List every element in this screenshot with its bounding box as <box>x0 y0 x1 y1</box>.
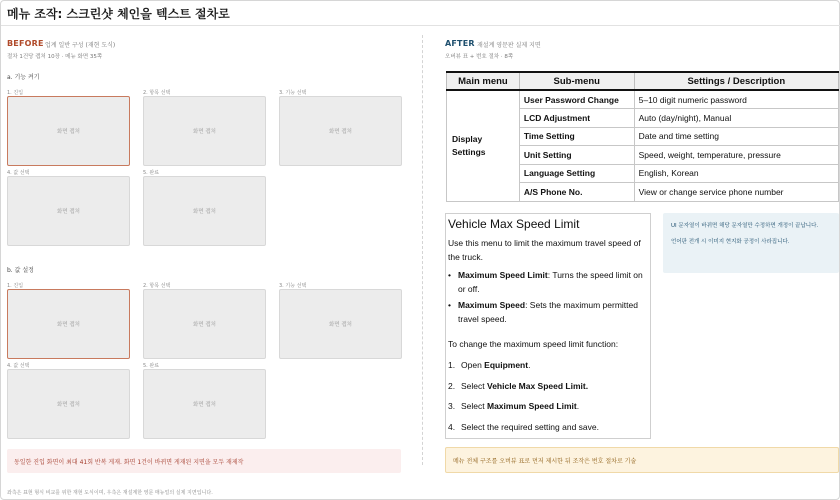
sub-menu-cell: Language Setting <box>519 164 634 183</box>
step-text: Select the required setting and save. <box>461 421 599 432</box>
after-subtitle: 재설계 영문판 실제 지면 <box>477 42 541 49</box>
slot-label: 4. 값 선택 <box>7 363 30 369</box>
table-header: Sub-menu <box>519 72 634 90</box>
procedure-panel <box>445 213 651 439</box>
slot-label: 3. 기능 선택 <box>279 283 307 289</box>
screenshot-placeholder: 화면 캡처 <box>143 176 266 246</box>
procedure-step <box>448 421 647 434</box>
step-number: 4. <box>448 421 456 432</box>
after-stats: 오버뷰 표 + 번호 절차 · 8쪽 <box>445 54 514 60</box>
footnote: 좌측은 표현 형식 비교를 위한 재현 도식이며, 우측은 재설계한 영문 매뉴얼의 실제 지면입니다. <box>7 490 213 496</box>
step-number: 3. <box>448 401 456 411</box>
description-cell: Date and time setting <box>634 127 838 146</box>
slot-label: 2. 항목 선택 <box>143 283 171 289</box>
step-text-end: . <box>576 401 580 411</box>
function-list <box>448 269 647 326</box>
section-a-label: a. 기능 켜기 <box>7 74 40 81</box>
before-label: BEFORE <box>7 39 44 48</box>
benefit-note <box>663 213 839 273</box>
screenshot-placeholder: 화면 캡처 <box>7 176 130 246</box>
screenshot-placeholder: 화면 캡처 <box>7 289 130 359</box>
list-item <box>448 299 647 326</box>
before-stats: 절차 1건당 캡처 10장 · 메뉴 화면 35쪽 <box>7 54 103 60</box>
description-cell: Auto (day/night), Manual <box>634 109 838 128</box>
bullet-text: : Turns the speed limit on or off. <box>458 270 643 294</box>
step-number: 2. <box>448 380 456 391</box>
sub-menu-cell: Unit Setting <box>519 146 634 165</box>
warning-text: 동일한 진입 화면이 최대 41회 반복 게재. 화면 1건이 바뀌면 게재된 지면을 모두 재제작 <box>14 458 244 466</box>
screenshot-placeholder: 화면 캡처 <box>7 369 130 439</box>
procedure-step <box>448 359 647 372</box>
slot-label: 2. 항목 선택 <box>143 90 171 96</box>
screenshot-placeholder: 화면 캡처 <box>143 289 266 359</box>
sub-menu-cell: User Password Change <box>519 90 634 109</box>
description-cell: English, Korean <box>634 164 838 183</box>
step-text-end: . <box>528 360 531 370</box>
step-text: Select <box>461 401 487 411</box>
main-menu-cell: Display Settings <box>447 90 520 201</box>
warning-callout <box>7 449 401 473</box>
title-divider <box>1 25 840 26</box>
procedure-intro: Use this menu to limit the maximum travel speed of the truck. <box>448 238 641 262</box>
slot-label: 5. 완료 <box>143 170 160 176</box>
slot-label: 1. 진입 <box>7 283 24 289</box>
table-header: Main menu <box>447 72 520 90</box>
step-text: Open <box>461 360 485 370</box>
summary-callout <box>445 447 839 473</box>
screenshot-placeholder: 화면 캡처 <box>143 369 266 439</box>
slot-label: 3. 기능 선택 <box>279 90 307 96</box>
screenshot-placeholder: 화면 캡처 <box>279 289 402 359</box>
before-subtitle: 업계 일반 구성 (재현 도식) <box>45 42 116 49</box>
column-divider <box>422 35 423 465</box>
slot-label: 4. 값 선택 <box>7 170 30 176</box>
procedure-steps <box>448 359 647 434</box>
sub-menu-cell: A/S Phone No. <box>519 183 634 202</box>
slot-label: 1. 진입 <box>7 90 24 96</box>
note-text: 언어판 전개 시 이미지 현지화 공정이 사라집니다. <box>671 239 790 245</box>
screenshot-placeholder: 화면 캡처 <box>7 96 130 166</box>
slot-label: 5. 완료 <box>143 363 160 369</box>
step-ui-term: Maximum Speed Limit <box>487 401 577 411</box>
step-ui-term: Equipment <box>484 360 529 370</box>
procedure-lead: To change the maximum speed limit function: <box>448 339 619 349</box>
section-b-label: b. 값 설정 <box>7 267 34 274</box>
page-title: 메뉴 조작: 스크린샷 체인을 텍스트 절차로 <box>7 7 230 21</box>
description-cell: Speed, weight, temperature, pressure <box>634 146 838 165</box>
sub-menu-cell: LCD Adjustment <box>519 109 634 128</box>
list-item <box>448 269 647 296</box>
bullet-term: Maximum Speed Limit <box>458 270 548 280</box>
procedure-step <box>448 380 647 393</box>
step-number: 1. <box>448 360 456 370</box>
procedure-heading: Vehicle Max Speed Limit <box>448 217 580 231</box>
step-ui-term: Vehicle Max Speed Limit. <box>487 380 589 391</box>
description-cell: 5–10 digit numeric password <box>634 90 838 109</box>
table-header-row <box>447 72 839 90</box>
table-header: Settings / Description <box>634 72 838 90</box>
summary-text: 메뉴 전체 구조를 오버뷰 표로 먼저 제시한 뒤 조작은 번호 절차로 기술 <box>453 457 637 465</box>
table-row <box>447 90 839 109</box>
screenshot-placeholder: 화면 캡처 <box>279 96 402 166</box>
screenshot-placeholder: 화면 캡처 <box>143 96 266 166</box>
after-label: AFTER <box>445 39 475 48</box>
bullet-term: Maximum Speed <box>458 300 526 310</box>
note-text: UI 문자열이 바뀌면 해당 문자열만 수정하면 개정이 끝납니다. <box>671 223 819 229</box>
sub-menu-cell: Time Setting <box>519 127 634 146</box>
procedure-step <box>448 400 647 413</box>
step-text: Select <box>461 380 487 391</box>
menu-overview-table <box>446 71 839 202</box>
description-cell: View or change service phone number <box>634 183 838 202</box>
bullet-text: : Sets the maximum permitted travel speed. <box>458 300 638 324</box>
